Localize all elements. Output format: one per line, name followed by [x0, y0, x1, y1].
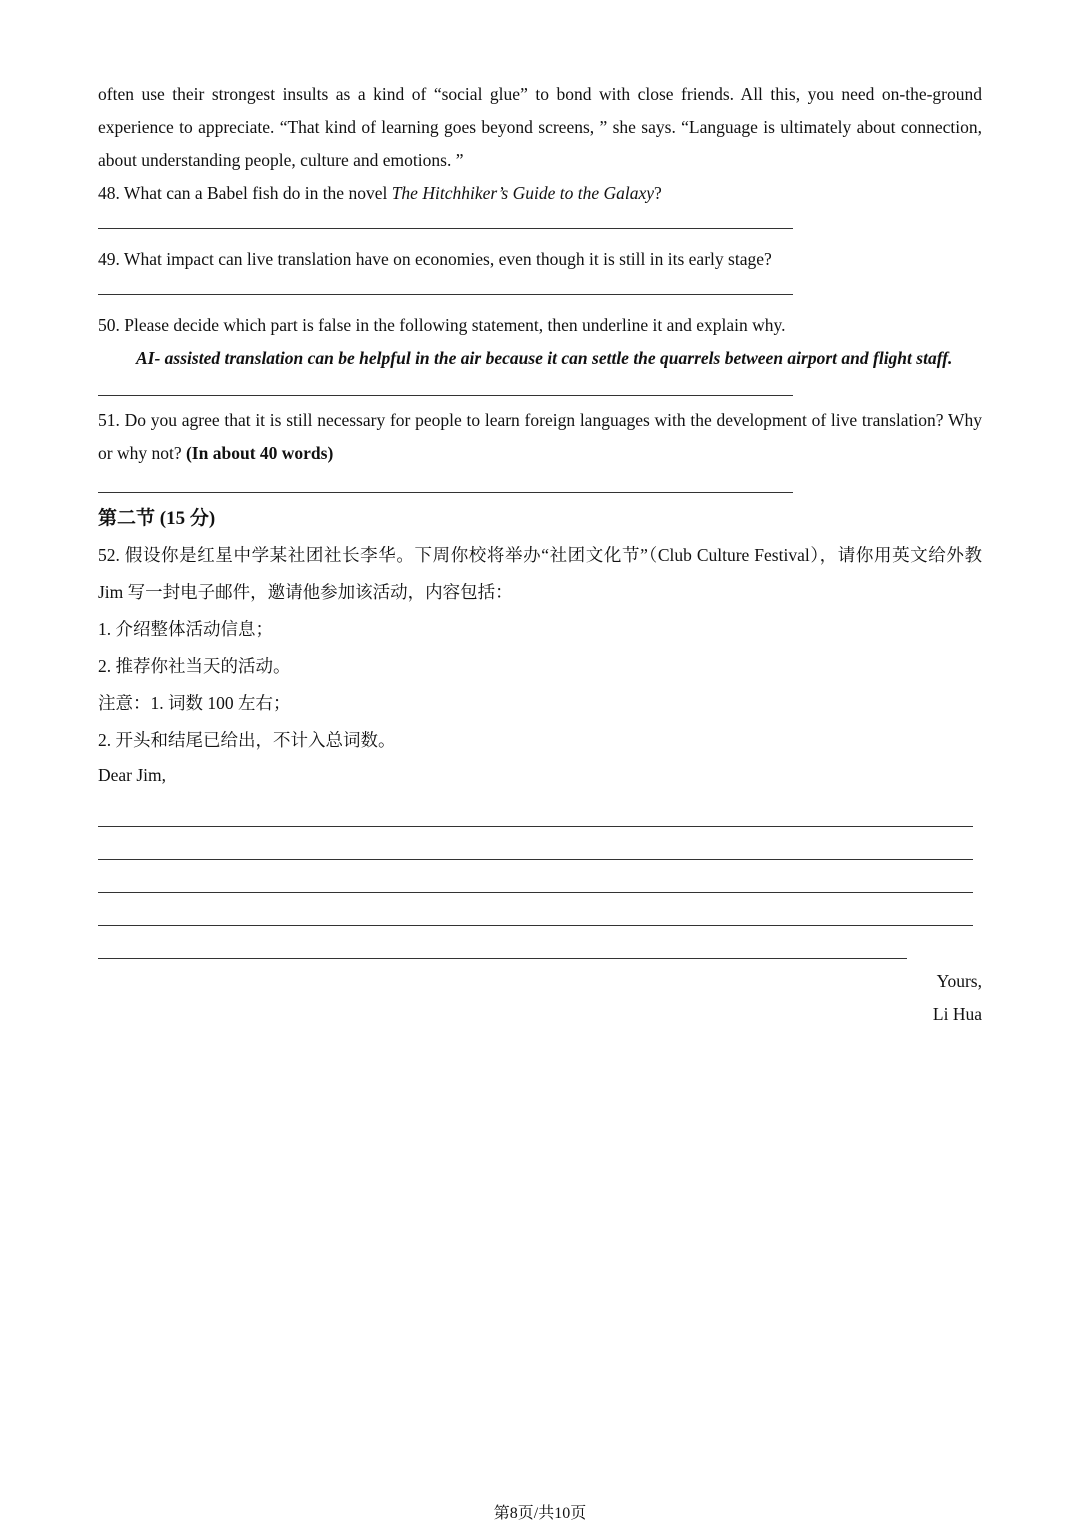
- exam-page: [98, 78, 982, 1031]
- writing-line[interactable]: [98, 794, 973, 827]
- answer-line-50[interactable]: [98, 395, 793, 396]
- question-48-prefix: 48. What can a Babel fish do in the novel: [98, 183, 392, 203]
- note-2: 2. 开头和结尾已给出，不计入总词数。: [98, 730, 396, 750]
- task-point-1: 1. 介绍整体活动信息；: [98, 619, 273, 639]
- question-49: 49. What impact can live translation have on economies, even though it is still in its early stage?: [98, 249, 772, 269]
- writing-line[interactable]: [98, 893, 973, 926]
- letter-greeting: Dear Jim,: [98, 765, 167, 785]
- answer-line-51[interactable]: [98, 492, 793, 493]
- question-48: [98, 177, 982, 210]
- question-51-prompt: 51. Do you agree that it is still necessary for people to learn foreign languages with the development of live translation? Why or why not?: [98, 410, 982, 463]
- page-number: 第8页/共10页: [493, 1505, 587, 1522]
- writing-line[interactable]: [98, 926, 907, 959]
- answer-line-49[interactable]: [98, 294, 793, 295]
- letter-closing: Yours,: [936, 971, 982, 991]
- writing-line[interactable]: [98, 827, 973, 860]
- answer-line-48[interactable]: [98, 228, 793, 229]
- novel-title: The Hitchhiker’s Guide to the Galaxy: [391, 183, 654, 203]
- question-50-prompt: 50. Please decide which part is false in the following statement, then underline it and explain why.: [98, 315, 786, 335]
- word-limit: (In about 40 words): [185, 443, 334, 463]
- writing-task: 52. 假设你是红星中学某社团社长李华。下周你校将举办“社团文化节”（Club Culture Festival），请你用英文给外教 Jim 写一封电子邮件，邀请他参加该活动，内容包括：: [98, 545, 982, 602]
- section-heading: 第二节 (15 分): [98, 508, 216, 529]
- question-51: [98, 404, 982, 470]
- writing-line[interactable]: [98, 860, 973, 893]
- note-1: 注意：1. 词数 100 左右；: [98, 693, 291, 713]
- letter-signature: Li Hua: [932, 1004, 982, 1024]
- question-50-statement: AI- assisted translation can be helpful in the air because it can settle the quarrels between airport and flight staff.: [136, 348, 953, 368]
- letter-writing-area[interactable]: [98, 794, 982, 959]
- task-point-2: 2. 推荐你社当天的活动。: [98, 656, 291, 676]
- question-48-suffix: ?: [654, 183, 662, 203]
- passage-ending: often use their strongest insults as a kind of “social glue” to bond with close friends. All this, you need on-the-ground experience to appreciate. “That kind of learning goes beyond screens, ” she says. “Language is ultimately about connection, about understanding people, culture and emotions. ”: [98, 84, 982, 170]
